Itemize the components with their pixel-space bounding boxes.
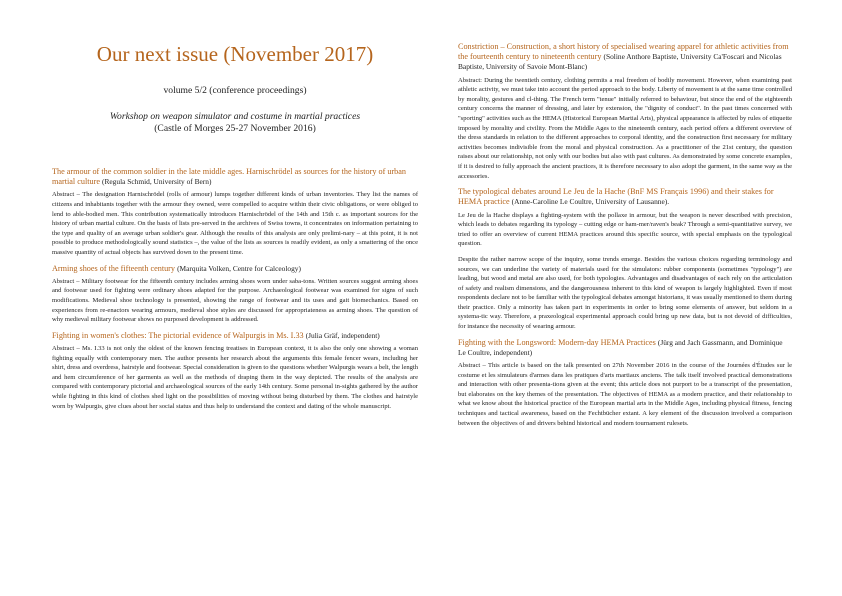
article-title: The typological debates around Le Jeu de la Hache (BnF MS Français 1996) and their stakes for HEMA practice [458, 187, 774, 207]
article-abstract: Le Jeu de la Hache displays a fighting-system with the pollaxe in armour, but the weapon is never described with precision, which leads to debates regarding its typology – cutting edge or ham-mer/raven's beak? Through a semi-quantitative survey, we tried to offer an overview of current HEMA practices around this specific source, with special emphasis on the typological question. [458, 211, 792, 248]
article-authors: (Regula Schmid, University of Bern) [102, 177, 212, 187]
article-heading [458, 338, 792, 358]
article-heading [458, 42, 792, 73]
article-authors: (Anne-Caroline Le Coultre, University of Lausanne). [511, 197, 670, 207]
left-page [52, 42, 418, 417]
article-abstract: Abstract: During the twentieth century, clothing permits a real freedom of bodily movement. However, when examining past athletic activity, we must take into account the period approach to the body. Liberty of movement is at the same time controlled by morality, gestures and cl-thing. The French term "tenue" initially referred to behaviour, but since the end of the eighteenth century concerns the manner of dressing, and later by extension, the "dignity of conduct". In the past times concerned with "sporting" activities such as the HEMA (Historical European Martial Arts), physical appearance is affected by rules of etiquette imposed by morality and civility. From the Middle Ages to the nineteenth century, each period offers a different overview of the dress standards in relation to the different approaches to corporal identity, and the construction first necessary for military activities becomes indivisible from the moral and physical construction. As a practitioner of the 21st century, the question raises about our relationship, not only with our bodies but also with past cultures. As demonstrated by some concrete examples, if it is desired to fully approach the ancient practices, it is therefore necessary to also adopt the garment, in the same way as the accessories. [458, 76, 792, 180]
article-heading [52, 264, 418, 274]
article-title: Fighting with the Longsword: Modern-day HEMA Practices [458, 337, 656, 347]
article-walpurgis [52, 331, 418, 411]
article-abstract: Abstract – Ms. I.33 is not only the oldest of the known fencing treatises in European context, it is also the only one showing a woman fighting equally with contemporary men. The author presents her research about the arguments this female fencer wears, including her shirt, dress and overdress, hairstyle and footwear. Special consideration is given to the questions whether Walpurgis wears a belt, the length and hem circumference of her garments as well as the methods of draping them in the way depicted. The results of the analysis are compared with contemporary pictorial and archaeological sources of the early 14th century. Some personal in-sights gathered by the author while fighting in this kind of clothes shed light on the possibilities of moving without being disturbed by them. The clothes and hairstyle worn by Walpurgis, give clues about her social status and thus help to understand the context and dating of the whole manuscript. [52, 344, 418, 410]
article-authors: (Jürg and Jach Gassmann, and Dominique Le Coultre, independent) [458, 337, 783, 357]
article-title: Fighting in women's clothes: The pictorial evidence of Walpurgis in Ms. I.33 [52, 330, 304, 340]
article-title: Arming shoes of the fifteenth century [52, 263, 176, 273]
article-heading [52, 167, 418, 187]
volume-line: volume 5/2 (conference proceedings) [163, 85, 307, 96]
right-page [458, 42, 792, 434]
article-constriction [458, 42, 792, 181]
article-heading [52, 331, 418, 341]
article-authors: (Soline Anthore Baptiste, University Ca'Foscari and Nicolas Baptiste, University of Savoie Mont-Blanc) [458, 52, 782, 72]
article-abstract: Abstract – Military footwear for the fifteenth century includes arming shoes worn under saba-tons. Written sources suggest arming shoes and footwear used for fighting were ordinary shoes adapted for the purpose. Archaeological footwear was examined for signs of such modifications. Medieval shoe technology is presented, showing the range of footwear and its uses and gait biomechanics. Based on experiences from re-enactors wearing armours, medieval shoe styles are discussed for appropriateness as arming shoes. The question of why medieval military footwear shows no purposed development is addressed. [52, 277, 418, 324]
article-arming-shoes [52, 264, 418, 325]
article-longsword [458, 338, 792, 429]
workshop-title: Workshop on weapon simulator and costume in martial practices [109, 111, 361, 122]
article-jeu-de-la-hache [458, 187, 792, 332]
article-harnischrodel [52, 167, 418, 258]
article-abstract-continued: Despite the rather narrow scope of the inquiry, some trends emerge. Besides the various choices regarding terminology and sources, we can underline the variety of materials used for the simulators: rubber components (sometimes "typology") are leading, but wood and metal are also used, for both typologies. Advantages and disadvantages of each rely on the articulation of safety and realism dimensions, and the dangerousness inherent to this kind of weapon is largely highlighted. Even if most respondents declare not to be familiar with the typological debates amongst historians, it was usually mentioned to them during their practice. Only a minority has taken part in experiments in order to bring some elements of answer, but seldom in a systema-tic way. Therefore, a praxeological experimental approach could bring up new data, but is not devoid of difficulties, for instance the necessity of wearing armour. [458, 255, 792, 331]
article-abstract: Abstract – This article is based on the talk presented on 27th November 2016 in the course of the Journées d'Études sur le costume et les simulateurs d'armes dans les pratiques d'arts martiaux anciens. The talk itself involved practical demonstrations and interaction with other presenta-tions given at the event; this article does not purport to be a transcript of the presentation, but elaborates on the key themes of the presentation. The objectives of HEMA as a modern practice, and their relationship to what we know about the historical practice of the European martial arts in the Middle Ages, including physical fitness, fencing techniques and tactical awareness, based on the Fechtbücher extant. A key element of the discussion involved a comparison between the objectives of and drivers behind historical and modern tournament rulesets. [458, 362, 792, 427]
article-title: The armour of the common soldier in the late middle ages. Harnischrödel as sources for the history of urban martial culture [52, 167, 407, 187]
article-heading [458, 187, 792, 207]
article-authors: (Marquita Volken, Centre for Calceology) [177, 263, 301, 273]
issue-title: Our next issue (November 2017) [96, 42, 374, 66]
article-abstract: Abstract – The designation Harnischrödel (rolls of armour) lumps together different kinds of urban inventories. They list the names of citizens and inhabitants together with the armour they owned, were compelled to acquire within their civic obligations, or were obliged to lend to able-bodied men. This contribution systematically introduces Harnischrödel of the 14th and 15th c. as important sources for the history of urban martial culture. On the basis of lists pre-served in the archives of Swiss towns, it concentrates on information pertaining to the type and quality of an average urban soldier's gear. Although the results of this analysis are only prelimi-nary – at this point, it is not possible to produce methodologically sound statistics –, the value of the lists as sources is readily evident, as only a smattering of the once massive quantity of actual objects has survived down to the present time. [52, 191, 418, 256]
article-authors: (Julia Gräf, independent) [305, 330, 380, 340]
workshop-location: (Castle of Morges 25-27 November 2016) [154, 123, 316, 134]
article-title: Constriction – Construction, a short history of specialised wearing apparel for athletic activities from the fourteenth century to nineteenth century [458, 42, 789, 62]
